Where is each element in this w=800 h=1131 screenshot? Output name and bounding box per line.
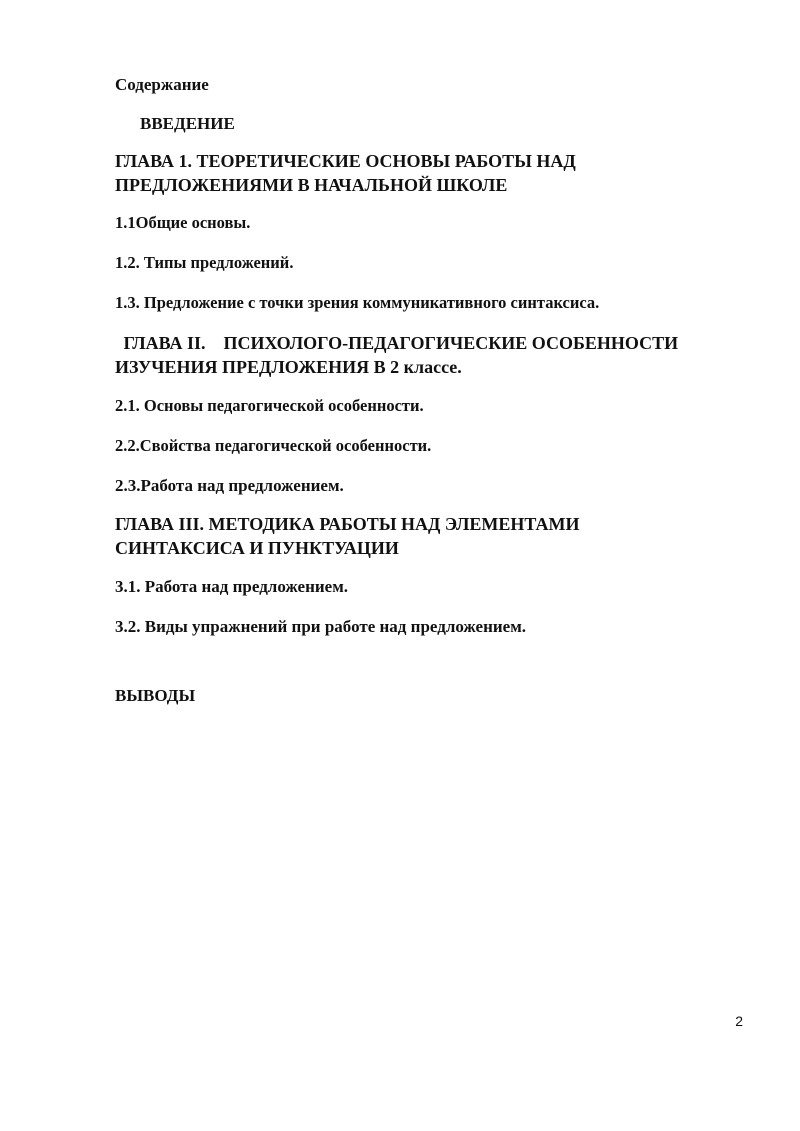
- chapter-1-title-line-2: ПРЕДЛОЖЕНИЯМИ В НАЧАЛЬНОЙ ШКОЛЕ: [115, 175, 508, 195]
- toc-entry-section-1-1: 1.1Общие основы.: [115, 213, 251, 232]
- page-number: 2: [735, 1013, 743, 1029]
- toc-title: Содержание: [115, 75, 209, 94]
- toc-entry-introduction: ВВЕДЕНИЕ: [140, 114, 235, 133]
- toc-entry-conclusions: ВЫВОДЫ: [115, 686, 196, 705]
- toc-chapter-2: [115, 331, 715, 497]
- toc-entry-section-2-1: 2.1. Основы педагогической особенности.: [115, 396, 424, 415]
- toc-entry-section-2-2: 2.2.Свойства педагогической особенности.: [115, 436, 432, 455]
- chapter-1-title-line-1: ГЛАВА 1. ТЕОРЕТИЧЕСКИЕ ОСНОВЫ РАБОТЫ НАД: [115, 151, 576, 171]
- toc-entry-section-1-2: 1.2. Типы предложений.: [115, 253, 294, 272]
- toc-chapter-3: [115, 512, 715, 638]
- chapter-2-title-line-2: ИЗУЧЕНИЯ ПРЕДЛОЖЕНИЯ В 2 классе.: [115, 357, 462, 377]
- toc-entry-section-1-3: 1.3. Предложение с точки зрения коммуникативного синтаксиса.: [115, 293, 600, 312]
- toc-entry-section-2-3: 2.3.Работа над предложением.: [115, 476, 344, 495]
- toc-entry-section-3-2: 3.2. Виды упражнений при работе над предложением.: [115, 617, 527, 636]
- chapter-2-title-line-1: ГЛАВА II. ПСИХОЛОГО-ПЕДАГОГИЧЕСКИЕ ОСОБЕННОСТИ: [119, 333, 679, 353]
- table-of-contents: [115, 74, 715, 707]
- chapter-3-title-line-1: ГЛАВА III. МЕТОДИКА РАБОТЫ НАД ЭЛЕМЕНТАМИ: [115, 514, 580, 534]
- chapter-3-title-line-2: СИНТАКСИСА И ПУНКТУАЦИИ: [115, 538, 399, 558]
- toc-chapter-1: [115, 149, 715, 314]
- toc-entry-section-3-1: 3.1. Работа над предложением.: [115, 577, 349, 596]
